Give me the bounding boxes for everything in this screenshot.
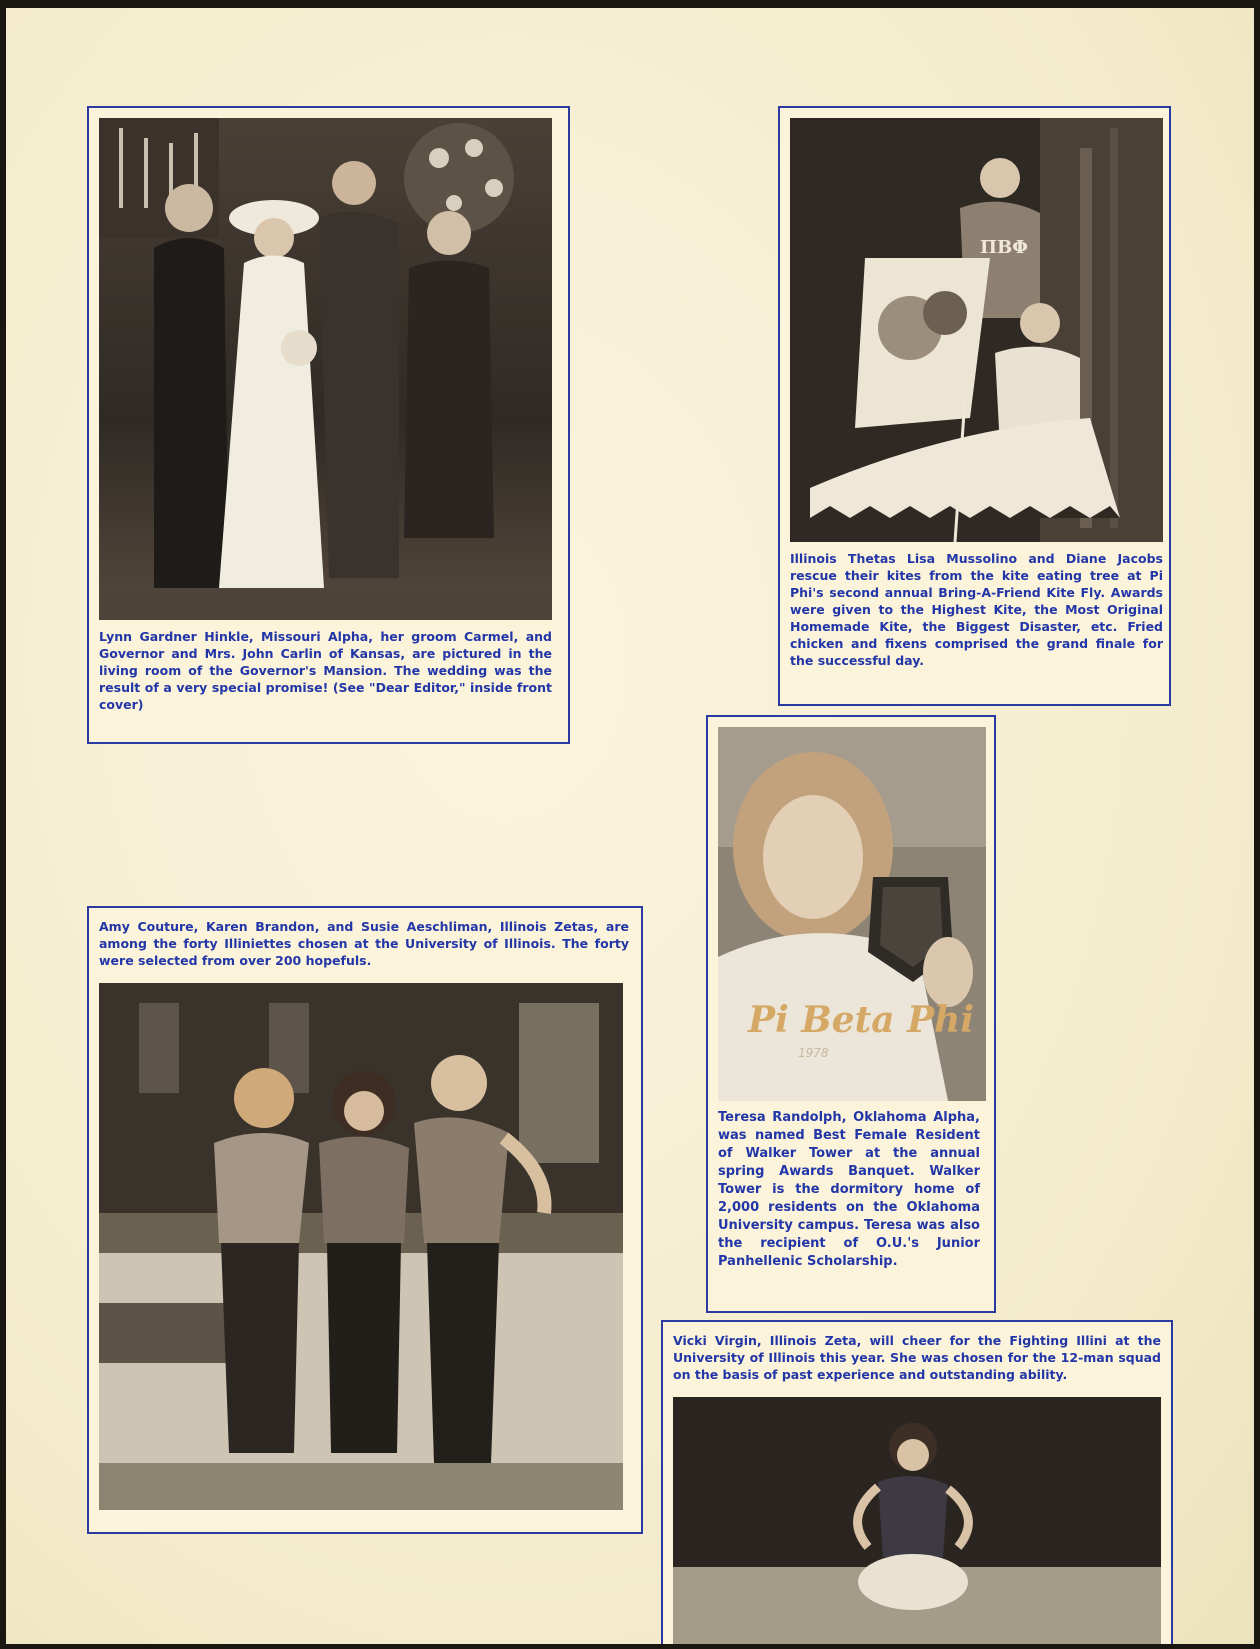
illiniettes-caption: Amy Couture, Karen Brandon, and Susie Aeschliman, Illinois Zetas, are among the forty Illiniettes chosen at the University of Illinois. The forty were selected from over 200 hopefuls. xyxy=(99,919,629,968)
tshirt-text: Pi Beta Phi xyxy=(748,999,975,1041)
kite-caption: Illinois Thetas Lisa Mussolino and Diane Jacobs rescue their kites from the kite eating tree at Pi Phi's second annual Bring-A-Friend Kite Fly. Awards were given to the Highest Kite, the Most Original Homemade Kite, the Biggest Disaster, etc. Fried chicken and fixens comprised the grand finale for the successful day. xyxy=(790,551,1163,668)
wedding-caption: Lynn Gardner Hinkle, Missouri Alpha, her groom Carmel, and Governor and Mrs. John Carlin of Kansas, are pictured in the living room of the Governor's Mansion. The wedding was the result of a very special promise! (See "Dear Editor," inside front cover) xyxy=(99,629,552,712)
wedding-photo xyxy=(99,118,552,620)
vicki-caption: Vicki Virgin, Illinois Zeta, will cheer for the Fighting Illini at the University of Illinois this year. She was chosen for the 12-man squad on the basis of past experience and outstanding ability. xyxy=(673,1333,1161,1382)
kite-photo xyxy=(790,118,1163,542)
teresa-photo-box xyxy=(706,715,996,1313)
illiniettes-photo-box xyxy=(87,906,643,1534)
vicki-photo xyxy=(673,1397,1161,1644)
wedding-photo-box xyxy=(87,106,570,744)
kite-photo-box xyxy=(778,106,1171,706)
magazine-page xyxy=(6,8,1254,1644)
illiniettes-photo xyxy=(99,983,623,1510)
teresa-photo xyxy=(718,727,986,1101)
teresa-caption: Teresa Randolph, Oklahoma Alpha, was named Best Female Resident of Walker Tower at the annual spring Awards Banquet. Walker Tower is the dormitory home of 2,000 residents on the Oklahoma University campus. Teresa was also the recipient of O.U.'s Junior Panhellenic Scholarship. xyxy=(718,1110,980,1269)
vicki-photo-box xyxy=(661,1320,1173,1644)
sweatshirt-letters: ΠΒΦ xyxy=(980,237,1028,258)
tshirt-year: 1978 xyxy=(798,1046,829,1060)
